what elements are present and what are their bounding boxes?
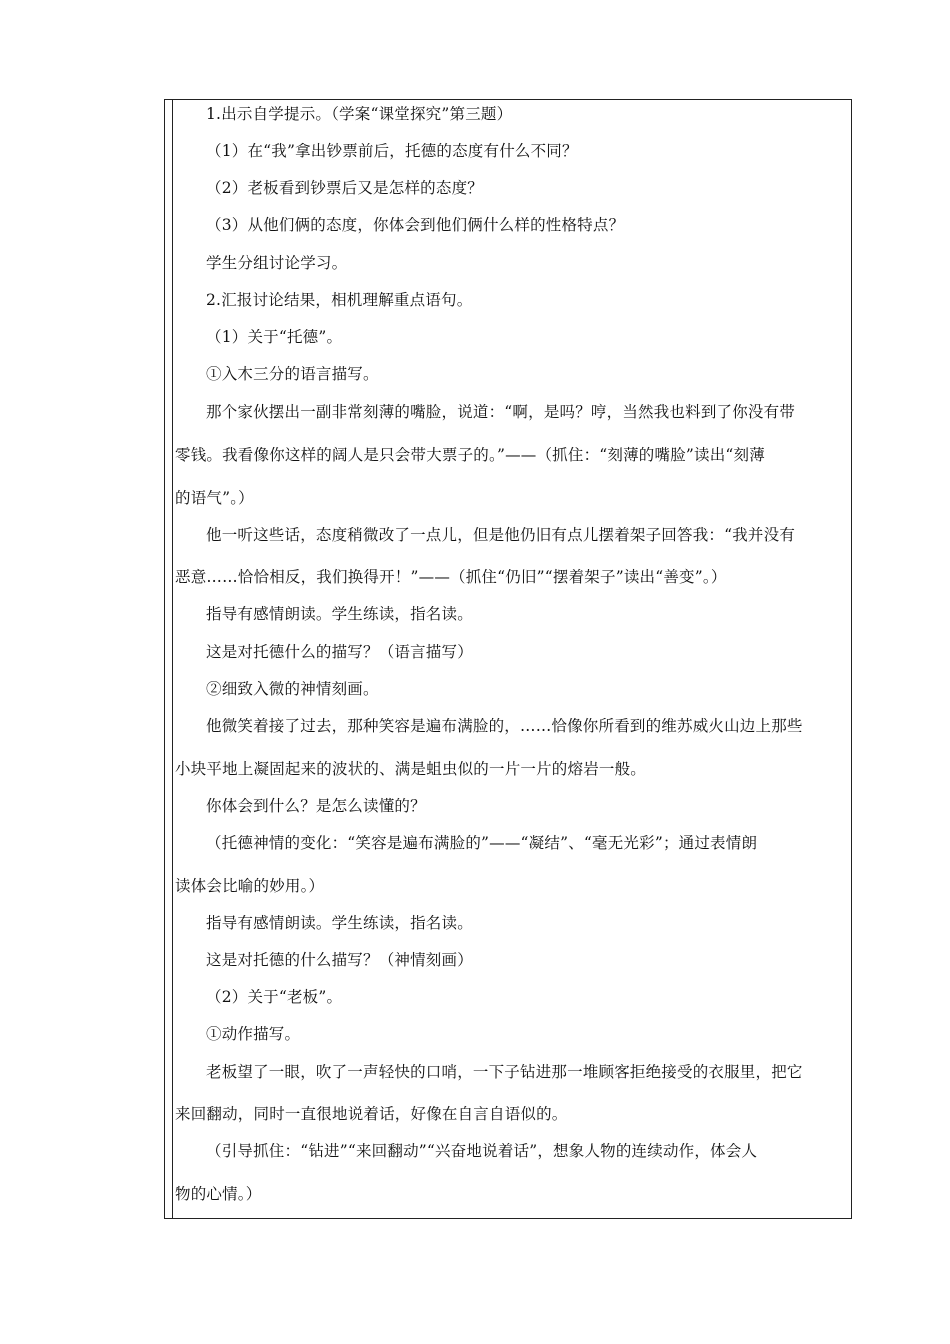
text-line: 他一听这些话，态度稍微改了一点儿，但是他仍旧有点儿摆着架子回答我：“我并没有: [206, 526, 796, 544]
text-line: （1）在“我”拿出钞票前后，托德的态度有什么不同？: [206, 142, 578, 160]
text-line: 小块平地上凝固起来的波状的、满是蛆虫似的一片一片的熔岩一般。: [175, 760, 647, 778]
text-line: 来回翻动，同时一直很地说着话，好像在自言自语似的。: [175, 1105, 568, 1123]
text-line: （2）关于“老板”。: [206, 988, 343, 1006]
text-line: （1）关于“托德”。: [206, 328, 343, 346]
table-frame: [164, 99, 852, 1219]
table-content-cell: [165, 100, 851, 1218]
text-line: 学生分组讨论学习。: [206, 254, 348, 272]
text-line: （引导抓住：“钻进”“来回翻动”“兴奋地说着话”，想象人物的连续动作，体会人: [206, 1142, 758, 1160]
text-line: （3）从他们俩的态度，你体会到他们俩什么样的性格特点？: [206, 216, 625, 234]
text-line: 指导有感情朗读。学生练读，指名读。: [206, 605, 473, 623]
text-line: 读体会比喻的妙用。）: [175, 877, 325, 895]
text-line: 这是对托德的什么描写？（神情刻画）: [206, 951, 473, 969]
text-line: 这是对托德什么的描写？（语言描写）: [206, 643, 473, 661]
text-line: （托德神情的变化：“笑容是遍布满脸的”——“凝结”、“毫无光彩”；通过表情朗: [206, 834, 758, 852]
text-line: （2）老板看到钞票后又是怎样的态度？: [206, 179, 483, 197]
text-line: 物的心情。）: [175, 1185, 262, 1203]
text-line: 那个家伙摆出一副非常刻薄的嘴脸，说道：“啊，是吗？哼，当然我也料到了你没有带: [206, 403, 796, 421]
text-line: ①动作描写。: [206, 1025, 301, 1043]
text-line: 的语气”。）: [175, 489, 254, 507]
text-line: ②细致入微的神情刻画。: [206, 680, 379, 698]
text-line: 他微笑着接了过去，那种笑容是遍布满脸的，……恰像你所看到的维苏威火山边上那些: [206, 717, 803, 735]
text-line: 恶意……恰恰相反，我们换得开！”——（抓住“仍旧”“摆着架子”读出“善变”。）: [175, 568, 727, 586]
text-line: 2.汇报讨论结果，相机理解重点语句。: [206, 291, 473, 309]
text-line: ①入木三分的语言描写。: [206, 365, 379, 383]
text-line: 1.出示自学提示。（学案“课堂探究”第三题）: [206, 105, 513, 123]
text-line: 老板望了一眼，吹了一声轻快的口哨，一下子钻进那一堆顾客拒绝接受的衣服里，把它: [206, 1063, 803, 1081]
text-line: 零钱。我看像你这样的阔人是只会带大票子的。”——（抓住：“刻薄的嘴脸”读出“刻薄: [175, 446, 765, 464]
text-line: 指导有感情朗读。学生练读，指名读。: [206, 914, 473, 932]
text-line: 你体会到什么？是怎么读懂的？: [206, 797, 426, 815]
